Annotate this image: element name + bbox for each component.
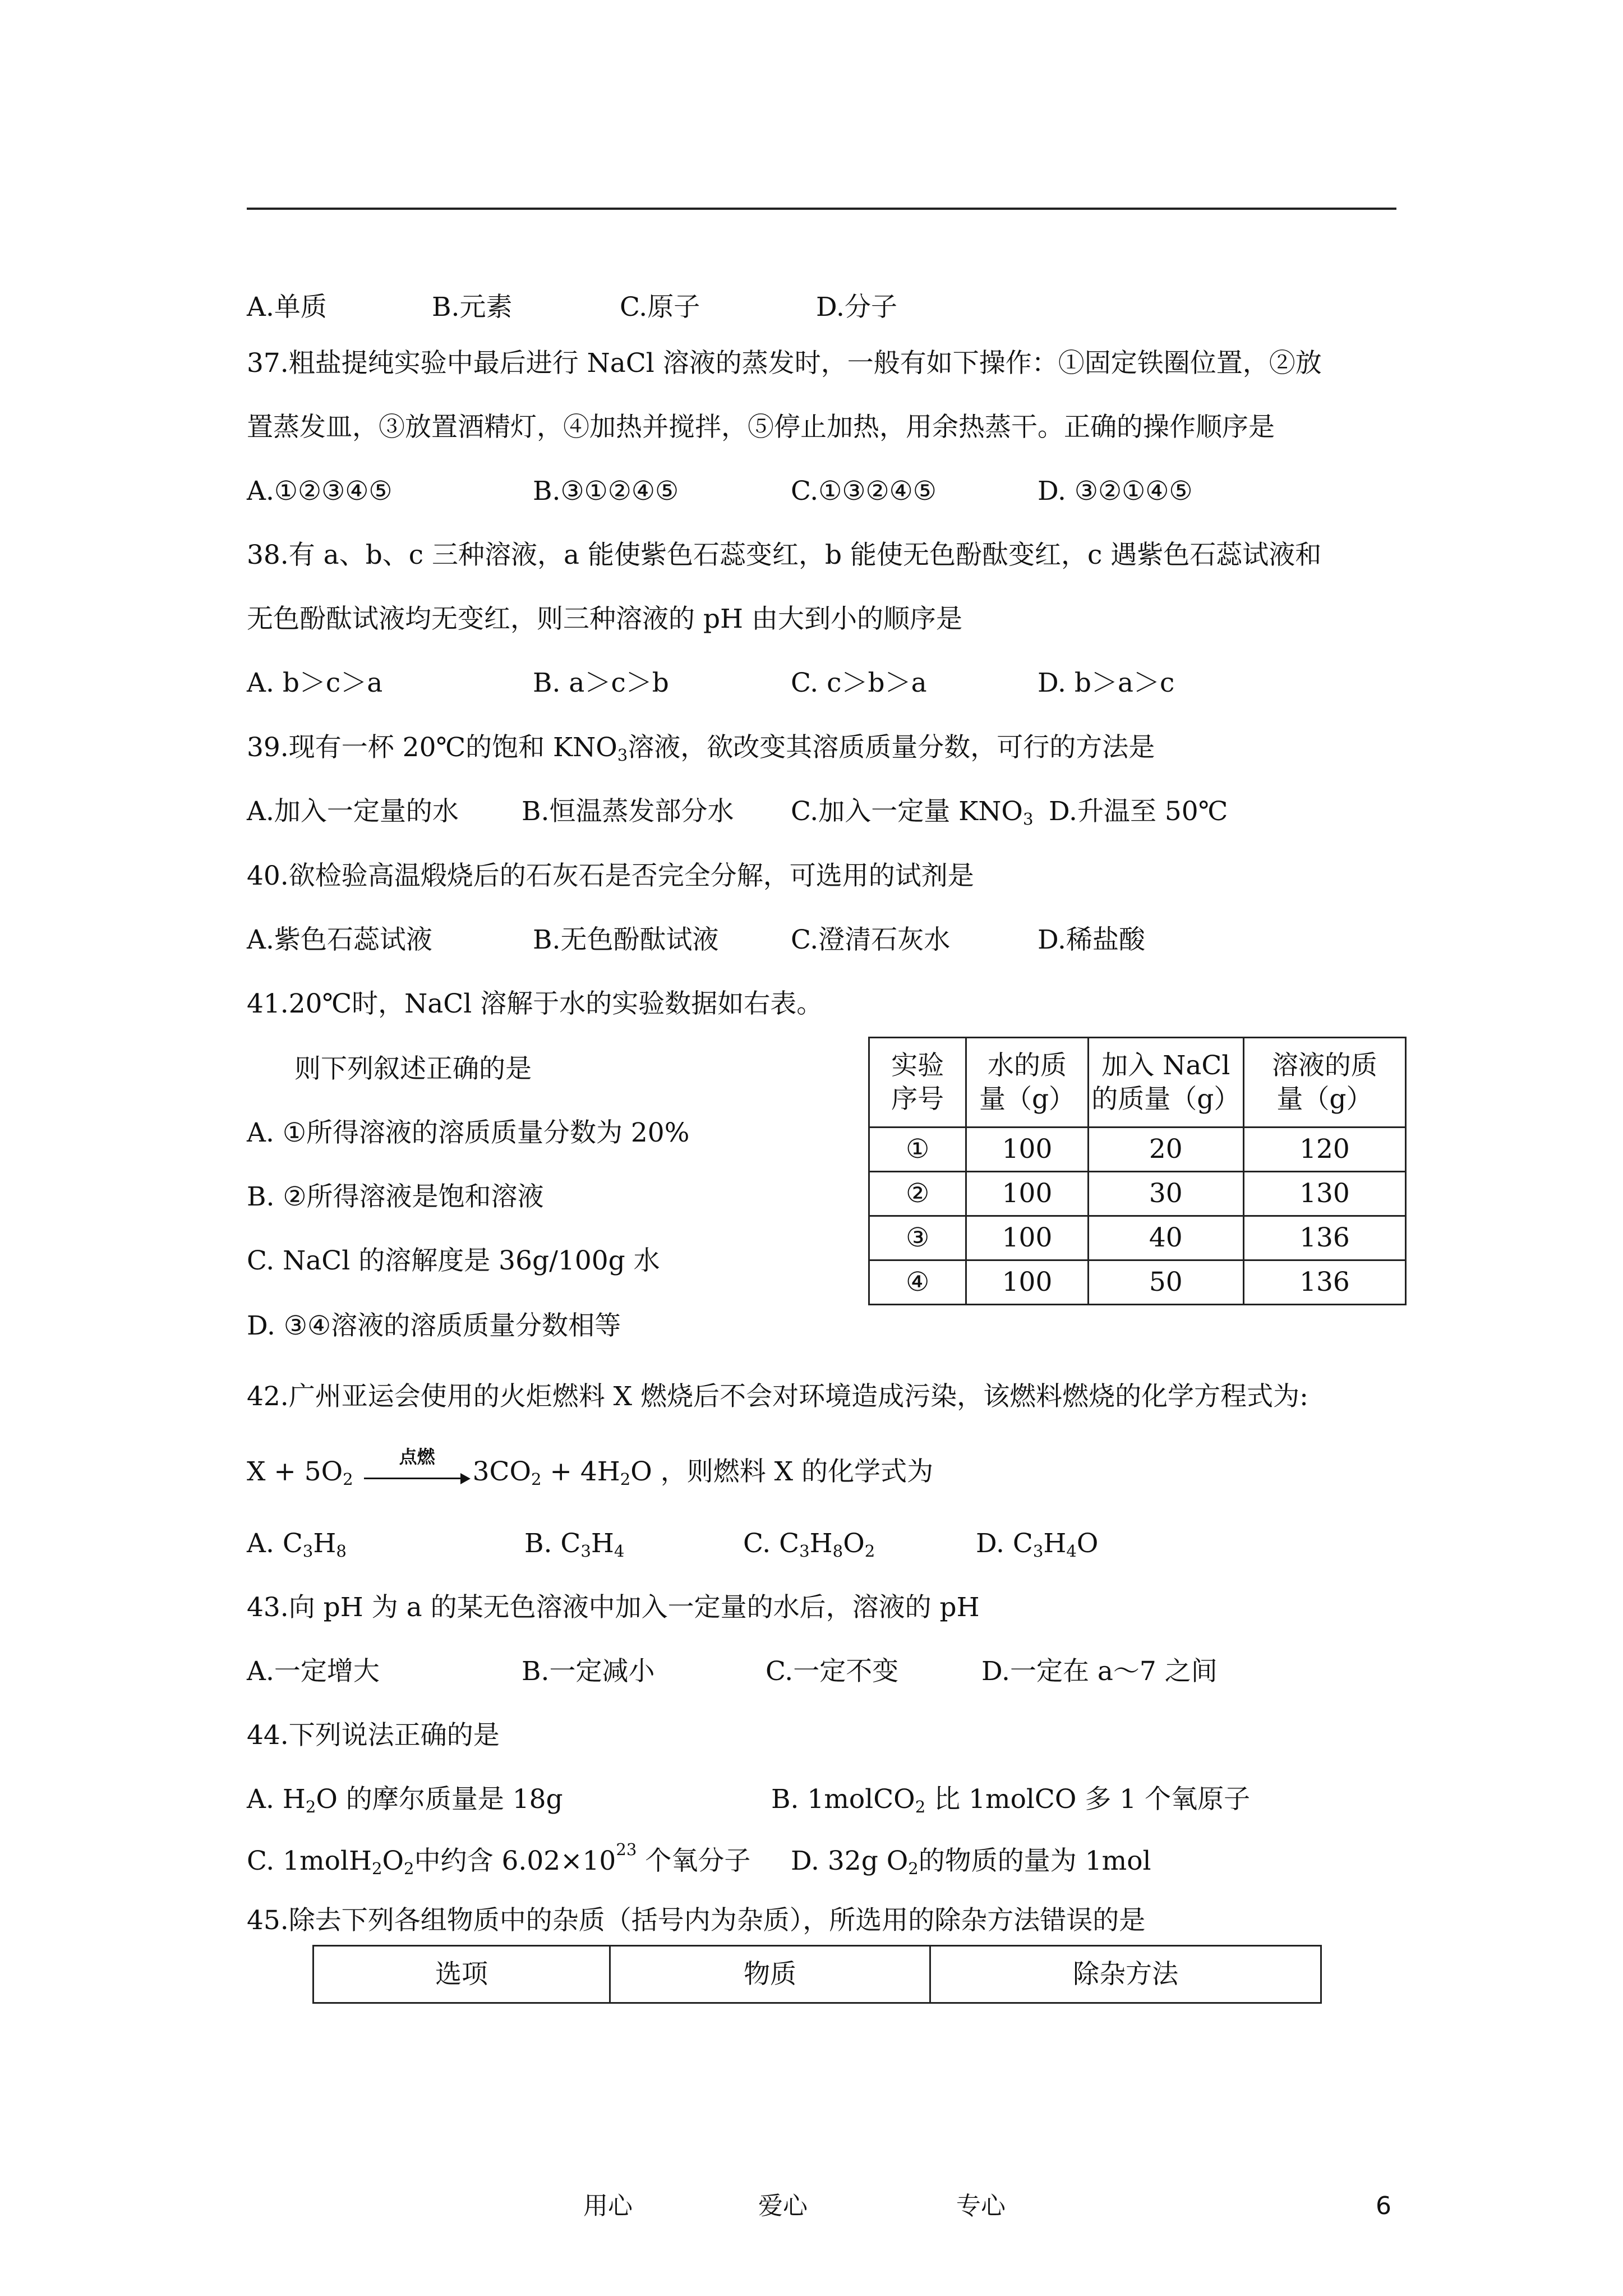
q39-option-c: C.加入一定量 $KNO_3$ xyxy=(791,796,1034,829)
table-row xyxy=(869,1216,1406,1260)
reaction-arrow-icon xyxy=(364,1446,471,1485)
table-cell: 130 xyxy=(1243,1172,1405,1216)
table-cell: 20 xyxy=(1088,1128,1243,1172)
table-cell: ① xyxy=(869,1128,966,1172)
q40-option-c: C.澄清石灰水 xyxy=(791,924,951,955)
q40-option-d: D.稀盐酸 xyxy=(1038,924,1145,955)
q41-option-c: C. NaCl 的溶解度是 36g/100g 水 xyxy=(247,1245,660,1276)
q45-stem: 45.除去下列各组物质中的杂质（括号内为杂质），所选用的除杂方法错误的是 xyxy=(247,1905,1146,1936)
q38-option-c: C. c＞b＞a xyxy=(791,668,927,698)
q41-header-nacl-mass: 加入 NaCl 的质量（g） xyxy=(1088,1038,1243,1128)
q38-stem-line2: 无色酚酞试液均无变红，则三种溶液的 pH 由大到小的顺序是 xyxy=(247,604,962,634)
q42-option-b: B. $C_3H_4$ xyxy=(524,1528,625,1561)
q36-option-a: A.单质 xyxy=(247,292,327,323)
q37-stem-line1: 37.粗盐提纯实验中最后进行 NaCl 溶液的蒸发时，一般有如下操作：①固定铁圈位置，②放 xyxy=(247,348,1322,379)
q45-table xyxy=(312,1945,1322,2004)
q41-header-solution-mass: 溶液的质 量（g） xyxy=(1243,1038,1405,1128)
q37-option-a: A.①②③④⑤ xyxy=(247,476,393,507)
table-cell: ④ xyxy=(869,1260,966,1305)
table-cell: 100 xyxy=(966,1216,1088,1260)
q37-option-c: C.①③②④⑤ xyxy=(791,476,937,507)
q41-header-trial: 实验 序号 xyxy=(869,1038,966,1128)
table-cell: 136 xyxy=(1243,1216,1405,1260)
q44-option-c: C. $1molH_2O_2$中约含 $6.02\times 10^{23}$ 个氧分子 xyxy=(247,1839,751,1879)
q45-header-method: 除杂方法 xyxy=(930,1946,1321,2003)
q38-option-d: D. b＞a＞c xyxy=(1038,668,1175,698)
q44-stem: 44.下列说法正确的是 xyxy=(247,1720,500,1751)
table-row xyxy=(869,1128,1406,1172)
q41-option-a: A. ①所得溶液的溶质质量分数为 20% xyxy=(247,1117,690,1148)
footer-left: 用心 xyxy=(583,2192,633,2220)
q41-table-header-row xyxy=(869,1038,1406,1128)
q39-option-d: D.升温至 50℃ xyxy=(1049,796,1228,827)
q42-option-a: A. $C_3H_8$ xyxy=(247,1528,347,1561)
q44-option-a: A. $H_2O$ 的摩尔质量是 18g xyxy=(247,1784,563,1817)
q42-option-d: D. $C_3H_4O$ xyxy=(976,1528,1099,1561)
q42-stem: 42.广州亚运会使用的火炬燃料 X 燃烧后不会对环境造成污染，该燃料燃烧的化学方程式为: xyxy=(247,1381,1308,1412)
footer-middle: 爱心 xyxy=(758,2192,808,2220)
q39-option-a: A.加入一定量的水 xyxy=(247,796,459,827)
q45-header-option: 选项 xyxy=(313,1946,610,2003)
table-cell: ③ xyxy=(869,1216,966,1260)
table-row xyxy=(313,1946,1321,2003)
page-number: 6 xyxy=(1376,2192,1391,2220)
q43-stem: 43.向 pH 为 a 的某无色溶液中加入一定量的水后，溶液的 pH xyxy=(247,1592,980,1623)
header-rule xyxy=(247,208,1396,210)
q44-option-d: D. 32g $O_2$的物质的量为 1mol xyxy=(791,1846,1151,1879)
q37-stem-line2: 置蒸发皿，③放置酒精灯，④加热并搅拌，⑤停止加热，用余热蒸干。正确的操作顺序是 xyxy=(247,412,1275,443)
q43-option-d: D.一定在 a～7 之间 xyxy=(981,1656,1218,1687)
q45-header-substance: 物质 xyxy=(610,1946,930,2003)
q42-option-c: C. $C_3H_8O_2$ xyxy=(743,1528,875,1561)
q43-option-a: A.一定增大 xyxy=(247,1656,380,1687)
q36-option-b: B.元素 xyxy=(432,292,513,323)
q41-lead: 则下列叙述正确的是 xyxy=(294,1053,532,1084)
q43-option-b: B.一定减小 xyxy=(522,1656,655,1687)
footer-right: 专心 xyxy=(956,2192,1006,2220)
table-cell: 30 xyxy=(1088,1172,1243,1216)
q36-option-d: D.分子 xyxy=(816,292,897,323)
table-cell: 136 xyxy=(1243,1260,1405,1305)
q40-stem: 40.欲检验高温煅烧后的石灰石是否完全分解，可选用的试剂是 xyxy=(247,861,974,891)
table-cell: 100 xyxy=(966,1260,1088,1305)
q41-data-table xyxy=(868,1037,1407,1305)
table-cell: 100 xyxy=(966,1172,1088,1216)
q42-equation: $X + 5O_2$ 点燃 $3CO_2 + 4H_2O$ ，则燃料 X 的化学式为 xyxy=(247,1446,934,1489)
q44-option-b: B. 1molCO$_2$ 比 1molCO 多 1 个氧原子 xyxy=(771,1784,1251,1817)
q36-option-c: C.原子 xyxy=(620,292,700,323)
table-cell: ② xyxy=(869,1172,966,1216)
q37-option-b: B.③①②④⑤ xyxy=(533,476,679,507)
q41-stem: 41.20℃时，NaCl 溶解于水的实验数据如右表。 xyxy=(247,988,823,1019)
q41-option-b: B. ②所得溶液是饱和溶液 xyxy=(247,1181,544,1212)
q38-option-a: A. b＞c＞a xyxy=(247,668,383,698)
q41-option-d: D. ③④溶液的溶质质量分数相等 xyxy=(247,1310,621,1341)
q39-stem: 39.现有一杯 20℃的饱和 $KNO_3$溶液，欲改变其溶质质量分数，可行的方法是 xyxy=(247,732,1155,765)
table-cell: 100 xyxy=(966,1128,1088,1172)
table-cell: 120 xyxy=(1243,1128,1405,1172)
table-row xyxy=(869,1172,1406,1216)
q38-option-b: B. a＞c＞b xyxy=(533,668,669,698)
reaction-condition: 点燃 xyxy=(399,1446,435,1467)
q41-header-water-mass: 水的质 量（g） xyxy=(966,1038,1088,1128)
q43-option-c: C.一定不变 xyxy=(766,1656,899,1687)
table-row xyxy=(869,1260,1406,1305)
q37-option-d: D. ③②①④⑤ xyxy=(1038,476,1193,507)
table-cell: 50 xyxy=(1088,1260,1243,1305)
q38-stem-line1: 38.有 a、b、c 三种溶液，a 能使紫色石蕊变红，b 能使无色酚酞变红，c 遇紫色石蕊试液和 xyxy=(247,540,1322,570)
q40-option-b: B.无色酚酞试液 xyxy=(533,924,719,955)
table-cell: 40 xyxy=(1088,1216,1243,1260)
q40-option-a: A.紫色石蕊试液 xyxy=(247,924,432,955)
q39-option-b: B.恒温蒸发部分水 xyxy=(522,796,734,827)
